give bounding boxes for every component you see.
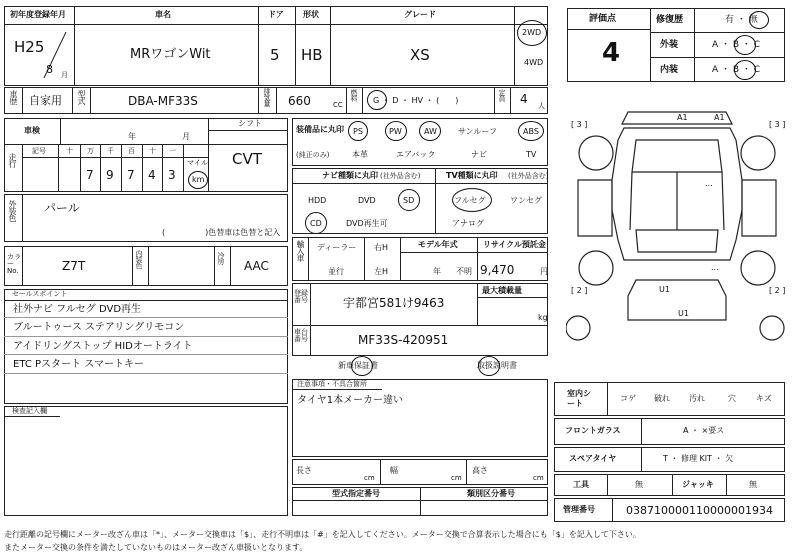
- first-reg-label: 初年度登録年月: [10, 10, 66, 19]
- score-value: 4: [602, 38, 621, 68]
- equip-tv: TV: [526, 150, 537, 159]
- wheel-rear-right: [741, 251, 775, 285]
- first-reg-year: H25: [14, 38, 45, 56]
- tv-sub: (社外品含む): [508, 172, 549, 180]
- mark-a1-top: A1: [677, 113, 688, 122]
- length-unit: cm: [364, 474, 375, 482]
- digit-head-5: 十: [149, 147, 156, 155]
- displacement: 660: [288, 94, 311, 108]
- capacity: 4: [520, 92, 528, 106]
- inspection-year-unit: 年: [128, 132, 136, 141]
- spare-right: [760, 316, 784, 340]
- type-no-label: 型式指定番号: [332, 489, 380, 498]
- spare-left: [566, 316, 590, 340]
- interior-color-label: 内装色: [135, 250, 143, 268]
- spare-value: T ・ 修理 KIT ・ 欠: [663, 454, 734, 463]
- equip-navi: ナビ: [471, 150, 487, 159]
- category: 自家用: [29, 94, 62, 107]
- mileage-digit-5: 3: [168, 168, 176, 182]
- displacement-label: 排気量: [263, 88, 271, 106]
- recycle-label: リサイクル預託金: [483, 240, 546, 249]
- digit-head-3: 千: [107, 147, 114, 155]
- side-right: [742, 180, 776, 236]
- mark-u1-left: U1: [659, 285, 670, 294]
- ps-circle: [348, 121, 368, 141]
- color-label: 外装色: [8, 200, 17, 221]
- sales-label: セールスポイント: [12, 290, 68, 298]
- seat-item-3: 汚れ: [689, 394, 705, 403]
- glass-label: フロントガラス: [565, 426, 621, 435]
- digit-head-6: 一: [169, 147, 176, 155]
- model-year-unit: 年: [433, 267, 441, 276]
- mileage-digit-3: 7: [127, 168, 135, 182]
- notes-block: [292, 379, 548, 457]
- capacity-unit: 人: [538, 102, 545, 110]
- mileage-digit-4: 4: [148, 168, 156, 182]
- door-label: ドア: [268, 10, 284, 19]
- jack-label: ジャッキ: [682, 480, 714, 489]
- height-label: 高さ: [472, 466, 488, 475]
- rear-window: [636, 230, 718, 252]
- color-no-value: Z7T: [62, 259, 86, 273]
- car-name-label: 車名: [155, 10, 171, 19]
- mark-tag-1: [ 3 ]: [571, 120, 588, 129]
- interior-options: A ・ B ・ C: [712, 65, 761, 75]
- recycle-unit: 円: [540, 267, 548, 276]
- sales-line-3: アイドリングストップ HIDオートライト: [13, 341, 193, 352]
- import-left-h: 左H: [374, 267, 389, 276]
- abs-circle: [518, 121, 544, 141]
- model-year-unknown: 不明: [456, 267, 472, 276]
- fuel-options: G ・ D ・ HV ・ ( ): [373, 96, 459, 105]
- exterior-selected-circle: [734, 35, 756, 55]
- recycle-value: 9,470: [480, 263, 515, 277]
- grade-label: グレード: [404, 10, 436, 19]
- rear-view: [628, 280, 726, 320]
- equip-ps: PS: [353, 127, 363, 136]
- spare-label: スペアタイヤ: [569, 454, 617, 463]
- navi-label: ナビ種類に丸印: [322, 171, 378, 180]
- tv-fullseg: フルセグ: [454, 196, 486, 205]
- car-name: MRワゴンWit: [130, 47, 211, 62]
- digit-head-0: 記号: [32, 147, 46, 155]
- pw-circle: [385, 121, 407, 141]
- displacement-unit: CC: [333, 101, 343, 109]
- mileage-unit: km: [192, 175, 205, 184]
- shift-value: CVT: [232, 150, 262, 168]
- navi-hdd: HDD: [308, 196, 327, 205]
- jack-value: 無: [749, 480, 757, 489]
- ac-value: AAC: [244, 259, 269, 273]
- plate-label: 登録番号: [294, 289, 308, 304]
- class-no-label: 類別区分番号: [467, 489, 515, 498]
- mark-u1-right: U1: [678, 309, 689, 318]
- wheel-front-left: [579, 136, 613, 170]
- navi-cd: CD: [310, 219, 322, 228]
- tools-value: 無: [635, 480, 643, 489]
- length-label: 長さ: [296, 466, 312, 475]
- load-unit: kg: [538, 313, 548, 322]
- first-reg-month-unit: 月: [61, 71, 68, 79]
- seat-item-5: キズ: [756, 394, 772, 403]
- ac-label: 冷房: [217, 252, 225, 264]
- color-value: パール: [44, 201, 80, 215]
- glass-value: A ・ ×要ス: [683, 426, 725, 435]
- category-label: 車歴: [9, 90, 18, 104]
- exterior-options: A ・ B ・ C: [712, 40, 761, 50]
- mark-dots-2: ...: [711, 263, 719, 272]
- import-parallel: 並行: [328, 267, 344, 276]
- model-code: DBA-MF33S: [128, 94, 198, 108]
- chassis-value: MF33S-420951: [358, 333, 449, 347]
- tv-oneseg: ワンセグ: [510, 196, 542, 205]
- equip-aw: AW: [424, 127, 437, 136]
- inspection-month-unit: 月: [182, 132, 190, 141]
- exterior-label: 外装: [660, 40, 679, 50]
- seat-item-1: コゲ: [620, 394, 636, 403]
- aw-circle: [419, 121, 441, 141]
- fuel-selected-circle: [367, 90, 387, 110]
- plate-value: 宇都宮581け9463: [343, 296, 445, 310]
- navi-sub: (社外品含む): [380, 172, 421, 180]
- mark-a1-top-right: A1: [714, 113, 725, 122]
- sales-line-4: ETC Pスタート スマートキー: [13, 359, 145, 370]
- interior-label: 内装: [660, 65, 679, 75]
- model-label: 型式: [77, 90, 86, 104]
- cd-circle: [305, 212, 327, 234]
- equip-pw: PW: [389, 127, 402, 136]
- wheel-front-right: [741, 136, 775, 170]
- mileage-label: 走行: [8, 153, 17, 167]
- footer-line-2: またメーター交換の条件を満たしていないものはメーター改ざん車扱いとなります。: [4, 543, 308, 552]
- mileage-digit-2: 9: [106, 168, 114, 182]
- mgmt-label: 管理番号: [563, 505, 595, 514]
- car-diagram: [566, 110, 788, 376]
- fuel-label: 燃料: [350, 89, 358, 101]
- mgmt-value: 038710000110000001934: [626, 504, 773, 517]
- equip-abs: ABS: [523, 127, 539, 136]
- warranty-doc: 新車保証書: [338, 361, 378, 370]
- warranty-circle: [351, 356, 373, 376]
- repair-label: 修復歴: [656, 15, 684, 25]
- equip-sunroof: サンルーフ: [458, 127, 497, 136]
- import-label: 輸入車: [296, 240, 305, 261]
- mark-dots-1: ...: [705, 179, 713, 188]
- sales-line-1: 社外ナビ フルセグ DVD再生: [13, 304, 142, 315]
- color-note: ( )色替車は色替と記入: [162, 228, 281, 237]
- model-year-label: モデル年式: [418, 240, 458, 249]
- drive-2wd: 2WD: [522, 28, 542, 37]
- footer-line-1: 走行距離の記号欄にメーター改ざん車は「*」、メーター交換車は「$」、走行不明車は「#」を記入してください。メーター交換で合算表示した場合にも「$」を記入して下さい。: [4, 530, 641, 539]
- shift-label: シフト: [238, 119, 262, 128]
- equip-sub: (純正のみ): [296, 151, 330, 159]
- width-label: 幅: [390, 466, 398, 475]
- chassis-label: 車台番号: [294, 328, 308, 343]
- manual-circle: [478, 356, 500, 376]
- car-shape: HB: [301, 46, 323, 64]
- width-unit: cm: [451, 474, 462, 482]
- digit-head-7: マイル: [187, 159, 208, 167]
- digit-head-1: 十: [66, 147, 73, 155]
- tools-label: 工具: [573, 480, 589, 489]
- seat-label: 室内シート: [567, 389, 591, 408]
- capacity-label: 定員: [498, 89, 506, 101]
- car-doors: 5: [270, 46, 280, 64]
- tv-label: TV種類に丸印: [446, 171, 498, 180]
- sd-circle: [398, 189, 420, 211]
- load-label: 最大積載量: [482, 286, 522, 295]
- shape-label: 形状: [303, 10, 319, 19]
- fullseg-circle: [452, 188, 492, 212]
- seat-item-4: 穴: [728, 394, 736, 403]
- side-left: [578, 180, 612, 236]
- equip-airbag: エアバック: [396, 150, 436, 159]
- digit-head-4: 百: [128, 147, 135, 155]
- repair-options: 有 ・ 無: [725, 15, 758, 25]
- navi-dvd-play: DVD再生可: [346, 219, 388, 228]
- dims-block: [292, 459, 548, 485]
- notes-value: タイヤ1本メーカー違い: [297, 395, 403, 406]
- car-grade: XS: [410, 46, 430, 64]
- inspector-label: 検査記入欄: [12, 407, 47, 415]
- inspection-label: 車検: [24, 126, 40, 135]
- repair-selected-circle: [749, 11, 769, 29]
- inspector-block: [4, 406, 288, 516]
- seat-item-2: 破れ: [654, 394, 670, 403]
- drive-4wd: 4WD: [524, 58, 544, 67]
- equip-leather: 本革: [352, 150, 368, 159]
- tv-analog: アナログ: [452, 219, 484, 228]
- equip-label: 装備品に丸印: [296, 125, 344, 134]
- color-no-label: カラーNo.: [7, 253, 21, 275]
- mileage-digit-1: 7: [86, 168, 94, 182]
- wheel-rear-left: [579, 251, 613, 285]
- navi-sd: SD: [403, 196, 415, 205]
- first-reg-month: 8: [46, 63, 53, 76]
- mark-tag-2: [ 3 ]: [769, 120, 786, 129]
- import-dealer: ディーラー: [317, 243, 357, 252]
- notes-label: 注意事項・不具合箇所: [297, 380, 367, 388]
- mark-tag-3: [ 2 ]: [571, 286, 588, 295]
- digit-head-2: 万: [87, 147, 94, 155]
- sales-line-2: ブルートゥース ステアリングリモコン: [13, 322, 185, 333]
- interior-selected-circle: [734, 60, 756, 80]
- import-right-h: 右H: [374, 243, 389, 252]
- navi-dvd: DVD: [358, 196, 376, 205]
- score-label: 評価点: [589, 14, 617, 24]
- height-unit: cm: [533, 474, 544, 482]
- mark-tag-4: [ 2 ]: [769, 286, 786, 295]
- windshield: [632, 140, 722, 172]
- manual-doc: 取扱説明書: [477, 361, 517, 370]
